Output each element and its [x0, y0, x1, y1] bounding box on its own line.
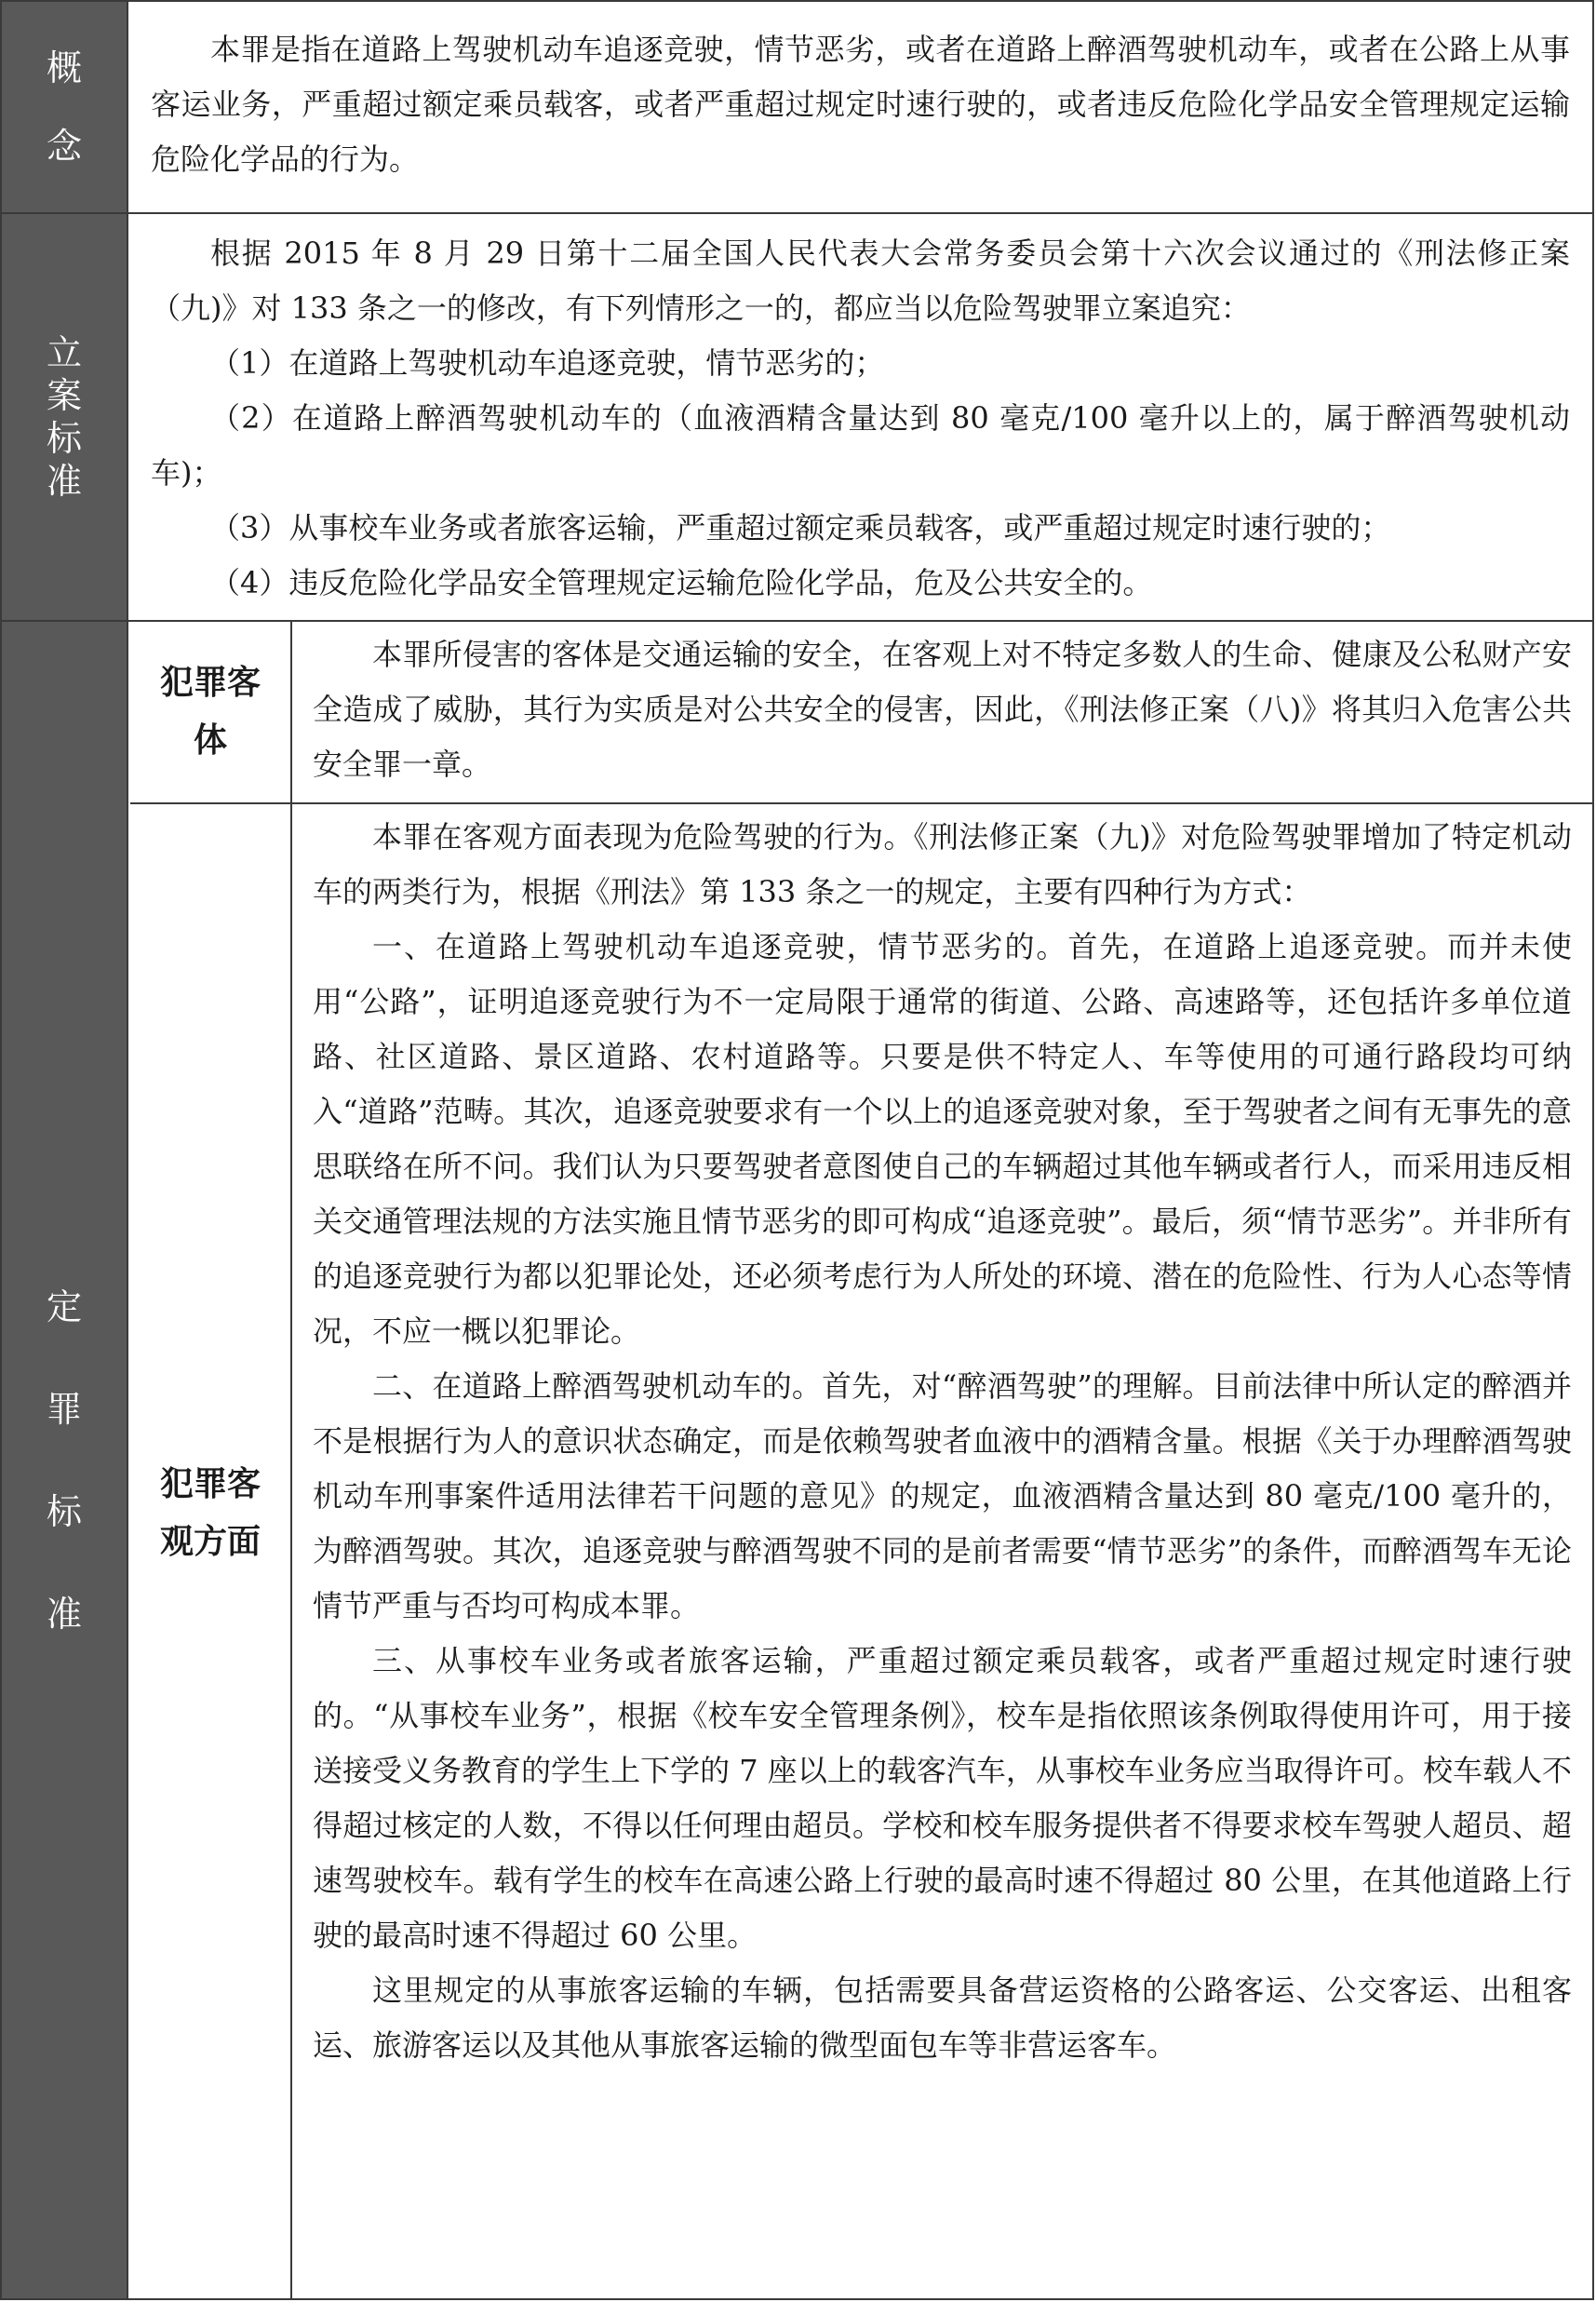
filing-item: （1）在道路上驾驶机动车追逐竞驶，情节恶劣的；: [210, 345, 885, 381]
filing-item: （2）在道路上醉酒驾驶机动车的（血液酒精含量达到 80 毫克/100 毫升以上的，属于醉酒驾驶机动车)；: [151, 400, 1570, 491]
objective-content: [292, 804, 1592, 2298]
object-label: [130, 622, 292, 802]
filing-label-char: 立: [46, 332, 82, 373]
concept-text: 本罪是指在道路上驾驶机动车追逐竞驶，情节恶劣，或者在道路上醉酒驾驶机动车，或者在公路上从事客运业务，严重超过额定乘员载客，或者严重超过规定时速行驶的，或者违反危险化学品安全管理规定运输危险化学品的行为。: [151, 32, 1570, 177]
concept-label: [2, 2, 128, 212]
objective-subrow: [2, 804, 1592, 2298]
object-content: [292, 622, 1592, 802]
objective-paragraph: 二、在道路上醉酒驾驶机动车的。首先，对“醉酒驾驶”的理解。目前法律中所认定的醉酒并不是根据行为人的意识状态确定，而是依赖驾驶者血液中的酒精含量。根据《关于办理醉酒驾驶机动车刑事案件适用法律若干问题的意见》的规定，血液酒精含量达到 80 毫克/100 毫升的，为醉酒驾驶。其次，追逐竞驶与醉酒驾驶不同的是前者需要“情节恶劣”的条件，而醉酒驾车无论情节严重与否均可构成本罪。: [313, 1368, 1572, 1623]
conviction-label-char: 标: [46, 1490, 82, 1532]
filing-label-char: 案: [46, 375, 82, 416]
conviction-label-char: 准: [46, 1593, 82, 1635]
filing-label-char: 标: [46, 418, 82, 459]
objective-label-text: 犯罪客观方面: [159, 1465, 261, 1561]
filing-item: （4）违反危险化学品安全管理规定运输危险化学品，危及公共安全的。: [210, 565, 1153, 600]
objective-paragraph: 一、在道路上驾驶机动车追逐竞驶，情节恶劣的。首先，在道路上追逐竞驶。而并未使用“公路”，证明追逐竞驶行为不一定局限于通常的街道、公路、高速路等，还包括许多单位道路、社区道路、景区道路、农村道路等。只要是供不特定人、车等使用的可通行路段均可纳入“道路”范畴。其次，追逐竞驶要求有一个以上的追逐竞驶对象，至于驾驶者之间有无事先的意思联络在所不问。我们认为只要驾驶者意图使自己的车辆超过其他车辆或者行人，而采用违反相关交通管理法规的方法实施且情节恶劣的即可构成“追逐竞驶”。最后，须“情节恶劣”。并非所有的追逐竞驶行为都以犯罪论处，还必须考虑行为人所处的环境、潜在的危险性、行为人心态等情况，不应一概以犯罪论。: [313, 929, 1572, 1349]
conviction-label-char: 定: [46, 1286, 82, 1327]
objective-label: [130, 804, 292, 2298]
object-subrow: [2, 622, 1592, 802]
concept-content: [130, 2, 1592, 212]
object-label-text: 犯罪客体: [159, 664, 261, 760]
filing-label: [2, 214, 128, 620]
concept-label-char: 概: [46, 47, 82, 88]
conviction-row: [2, 622, 1592, 2298]
filing-content: [130, 214, 1592, 620]
filing-row: [2, 214, 1592, 620]
filing-label-char: 准: [46, 461, 82, 502]
objective-paragraph: 这里规定的从事旅客运输的车辆，包括需要具备营运资格的公路客运、公交客运、出租客运、旅游客运以及其他从事旅客运输的微型面包车等非营运客车。: [313, 1972, 1572, 2063]
conviction-label-char: 罪: [46, 1388, 82, 1430]
objective-paragraph: 本罪在客观方面表现为危险驾驶的行为。《刑法修正案（九)》对危险驾驶罪增加了特定机动车的两类行为，根据《刑法》第 133 条之一的规定，主要有四种行为方式：: [313, 819, 1572, 909]
filing-intro: 根据 2015 年 8 月 29 日第十二届全国人民代表大会常务委员会第十六次会议通过的《刑法修正案（九)》对 133 条之一的修改，有下列情形之一的，都应当以危险驾驶罪立案追究：: [151, 236, 1570, 326]
concept-row: [2, 2, 1592, 212]
objective-paragraph: 三、从事校车业务或者旅客运输，严重超过额定乘员载客，或者严重超过规定时速行驶的。“从事校车业务”，根据《校车安全管理条例》，校车是指依照该条例取得使用许可，用于接送接受义务教育的学生上下学的 7 座以上的载客汽车，从事校车业务应当取得许可。校车载人不得超过核定的人数，不得以任何理由超员。学校和校车服务提供者不得要求校车驾驶人超员、超速驾驶校车。载有学生的校车在高速公路上行驶的最高时速不得超过 80 公里，在其他道路上行驶的最高时速不得超过 60 公里。: [313, 1643, 1572, 1953]
filing-item: （3）从事校车业务或者旅客运输，严重超过额定乘员载客，或严重超过规定时速行驶的；: [210, 510, 1391, 545]
concept-label-char: 念: [46, 126, 82, 167]
object-text: 本罪所侵害的客体是交通运输的安全，在客观上对不特定多数人的生命、健康及公私财产安全造成了威胁，其行为实质是对公共安全的侵害，因此，《刑法修正案（八)》将其归入危害公共安全罪一章。: [313, 637, 1572, 782]
